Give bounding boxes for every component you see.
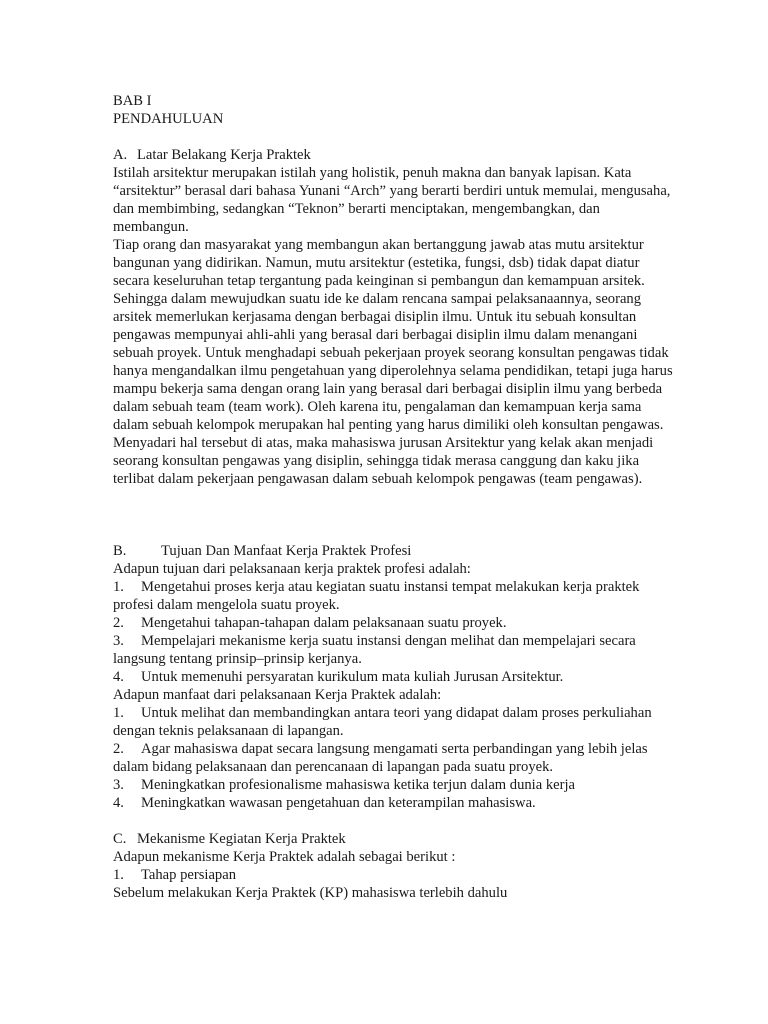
list-item-text: Mempelajari mekanisme kerja suatu instansi dengan melihat dan mempelajari secara langsung tentang prinsip–prinsip kerjanya. (113, 633, 636, 667)
section-c-label: C. (113, 831, 127, 847)
spacer (113, 812, 673, 830)
section-b-title: Tujuan Dan Manfaat Kerja Praktek Profesi (161, 543, 412, 559)
chapter-number: BAB I (113, 93, 152, 109)
list-item-number: 2. (113, 615, 124, 631)
section-a-paragraph: Istilah arsitektur merupakan istilah yang holistik, penuh makna dan banyak lapisan. Kata “arsitektur” berasal dari bahasa Yunani “Arch” yang berarti berdiri untuk memulai, mengusaha, dan membimbing, sedangkan “Teknon” berarti menciptakan, mengembangkan, dan membangun. (113, 165, 671, 235)
list-item-text: Untuk melihat dan membandingkan antara teori yang didapat dalam proses perkuliahan dengan teknis pelaksanaan di lapangan. (113, 705, 652, 739)
list-item (113, 794, 673, 812)
list-item (113, 740, 673, 776)
list-item-text: Meningkatkan wawasan pengetahuan dan keterampilan mahasiswa. (141, 795, 536, 811)
list-item-number: 1. (113, 579, 124, 595)
list-item (113, 776, 673, 794)
list-item (113, 578, 673, 614)
list-item-number: 2. (113, 741, 124, 757)
spacer (113, 128, 673, 146)
section-b-label: B. (113, 543, 127, 559)
section-a-paragraph: Tiap orang dan masyarakat yang membangun akan bertanggung jawab atas mutu arsitektur bangunan yang didirikan. Namun, mutu arsitektur (estetika, fungsi, dsb) tidak dapat diatur secara keseluruhan tetap tergantung pada keinginan si pembangun dan kemampuan arsitek. Sehingga dalam mewujudkan suatu ide ke dalam rencana sampai pelaksanaannya, seorang arsitek memerlukan kerjasama dengan berbagai disiplin ilmu. Untuk itu sebuah konsultan pengawas mempunyai ahli-ahli yang berasal dari berbagai disiplin ilmu dalam menangani sebuah proyek. Untuk menghadapi sebuah pekerjaan proyek seorang konsultan pengawas tidak hanya mengandalkan ilmu pengetahuan yang diperolehnya selama pendidikan, tetapi juga harus mampu bekerja sama dengan orang lain yang berasal dari berbagai disiplin ilmu yang berbeda dalam sebuah team (team work). Oleh karena itu, pengalaman dan kemampuan kerja sama dalam sebuah kelompok merupakan hal penting yang harus dimiliki oleh konsultan pengawas. Menyadari hal tersebut di atas, maka mahasiswa jurusan Arsitektur yang kelak akan menjadi seorang konsultan pengawas yang disiplin, sehingga tidak merasa canggung dan kaku jika terlibat dalam pekerjaan pengawasan dalam sebuah kelompok pengawas (team pengawas). (113, 237, 673, 487)
list-item (113, 632, 673, 668)
chapter-title: PENDAHULUAN (113, 111, 224, 127)
section-a-title: Latar Belakang Kerja Praktek (137, 147, 311, 163)
section-a-label: A. (113, 147, 128, 163)
list-item-number: 4. (113, 795, 124, 811)
manfaat-intro: Adapun manfaat dari pelaksanaan Kerja Praktek adalah: (113, 687, 442, 703)
list-item-text: Meningkatkan profesionalisme mahasiswa ketika terjun dalam dunia kerja (141, 777, 576, 793)
list-item-text: Tahap persiapan (141, 867, 237, 883)
list-item (113, 704, 673, 740)
list-item (113, 866, 673, 884)
list-item-number: 4. (113, 669, 124, 685)
section-c-paragraph: Sebelum melakukan Kerja Praktek (KP) mahasiswa terlebih dahulu (113, 885, 508, 901)
section-b-heading (113, 542, 673, 560)
section-c-title: Mekanisme Kegiatan Kerja Praktek (137, 831, 346, 847)
list-item-text: Mengetahui tahapan-tahapan dalam pelaksanaan suatu proyek. (141, 615, 507, 631)
section-c-intro: Adapun mekanisme Kerja Praktek adalah sebagai berikut : (113, 849, 456, 865)
list-item-number: 1. (113, 867, 124, 883)
list-item-number: 3. (113, 633, 124, 649)
spacer (113, 488, 673, 542)
tujuan-intro: Adapun tujuan dari pelaksanaan kerja praktek profesi adalah: (113, 561, 471, 577)
section-a-heading (113, 146, 673, 164)
list-item (113, 614, 673, 632)
section-c-heading (113, 830, 673, 848)
document-page (113, 92, 673, 902)
list-item-text: Mengetahui proses kerja atau kegiatan suatu instansi tempat melakukan kerja praktek profesi dalam mengelola suatu proyek. (113, 579, 640, 613)
list-item-number: 3. (113, 777, 124, 793)
list-item-text: Untuk memenuhi persyaratan kurikulum mata kuliah Jurusan Arsitektur. (141, 669, 564, 685)
list-item (113, 668, 673, 686)
list-item-text: Agar mahasiswa dapat secara langsung mengamati serta perbandingan yang lebih jelas dalam bidang pelaksanaan dan perencanaan di lapangan pada suatu proyek. (113, 741, 648, 775)
list-item-number: 1. (113, 705, 124, 721)
